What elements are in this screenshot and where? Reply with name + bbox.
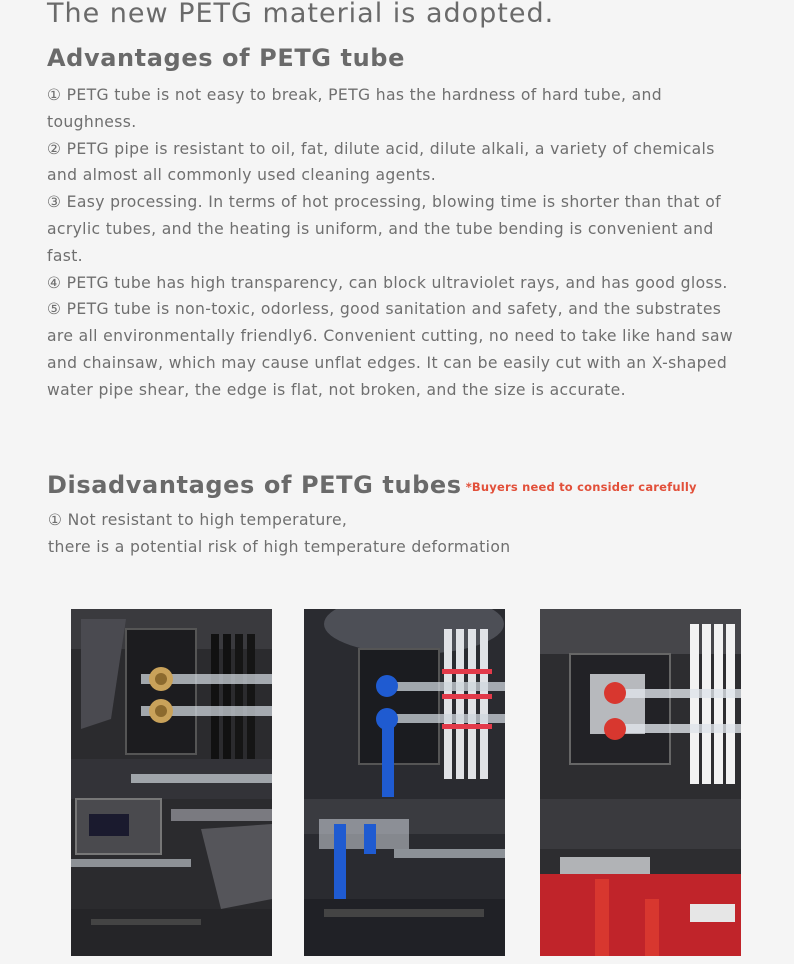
page-title: The new PETG material is adopted. — [47, 0, 555, 29]
advantage-item-3: ③ Easy processing. In terms of hot processing, blowing time is shorter than that of acrylic tubes, and the heating is uniform, and the tube bending is convenient and fast. — [47, 193, 721, 265]
advantage-item-1: ① PETG tube is not easy to break, PETG has the hardness of hard tube, and toughness. — [47, 86, 662, 131]
disadvantages-list — [48, 507, 748, 561]
disadvantages-heading-text: Disadvantages of PETG tubes — [47, 471, 462, 499]
advantage-item-4: ④ PETG tube has high transparency, can block ultraviolet rays, and has good gloss. — [47, 273, 728, 292]
buyer-warning-note: *Buyers need to consider carefully — [465, 480, 697, 494]
advantages-list — [47, 82, 747, 404]
pc-build-silver-fittings-photo — [71, 609, 272, 956]
advantages-heading: Advantages of PETG tube — [47, 44, 405, 72]
disadvantage-line-2: there is a potential risk of high temperature deformation — [48, 537, 511, 556]
advantage-item-2: ② PETG pipe is resistant to oil, fat, dilute acid, dilute alkali, a variety of chemicals and almost all commonly used cleaning agents. — [47, 139, 715, 185]
pc-build-blue-fittings-photo — [304, 609, 505, 956]
pc-build-red-fittings-photo — [540, 609, 741, 956]
disadvantage-line-1: ① Not resistant to high temperature, — [48, 511, 348, 529]
advantage-item-5: ⑤ PETG tube is non-toxic, odorless, good sanitation and safety, and the substrates are all environmentally friendly6. Convenient cutting, no need to take like hand saw and chainsaw, which may cause unflat edges. It can be easily cut with an X-shaped water pipe shear, the edge is flat, not broken, and the size is accurate. — [47, 300, 733, 399]
disadvantages-heading — [47, 471, 697, 499]
